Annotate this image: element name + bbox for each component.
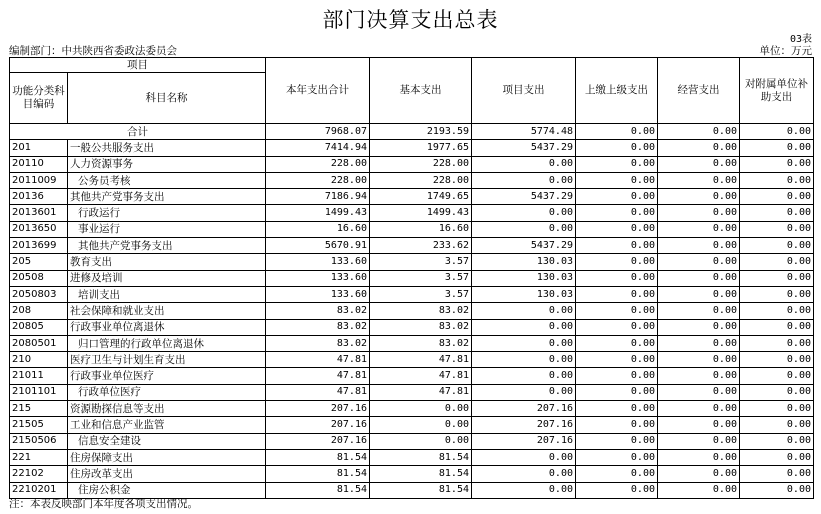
row-value: 0.00	[658, 433, 740, 449]
total-value: 0.00	[576, 124, 658, 140]
table-row	[10, 352, 814, 368]
row-value: 0.00	[658, 172, 740, 188]
row-code: 221	[10, 449, 68, 465]
row-value: 83.02	[370, 335, 472, 351]
row-value: 0.00	[658, 368, 740, 384]
row-value: 0.00	[576, 433, 658, 449]
row-value: 0.00	[370, 433, 472, 449]
row-value: 81.54	[266, 482, 370, 498]
row-value: 0.00	[472, 156, 576, 172]
row-value: 133.60	[266, 286, 370, 302]
row-name: 医疗卫生与计划生育支出	[68, 352, 266, 368]
row-name: 资源勘探信息等支出	[68, 401, 266, 417]
row-value: 0.00	[370, 417, 472, 433]
header-project: 项目支出	[472, 58, 576, 124]
row-value: 207.16	[266, 433, 370, 449]
row-code: 2150506	[10, 433, 68, 449]
row-value: 0.00	[576, 352, 658, 368]
row-code: 21011	[10, 368, 68, 384]
table-row	[10, 270, 814, 286]
row-value: 0.00	[576, 156, 658, 172]
total-value: 5774.48	[472, 124, 576, 140]
row-value: 0.00	[576, 417, 658, 433]
row-value: 228.00	[370, 172, 472, 188]
row-value: 133.60	[266, 270, 370, 286]
table-row	[10, 319, 814, 335]
row-value: 0.00	[576, 205, 658, 221]
row-name: 事业运行	[68, 221, 266, 237]
row-code: 22102	[10, 466, 68, 482]
table-row	[10, 449, 814, 465]
row-value: 83.02	[370, 303, 472, 319]
header-item: 项目	[10, 58, 266, 73]
row-code: 2013650	[10, 221, 68, 237]
row-value: 0.00	[740, 189, 814, 205]
row-value: 0.00	[658, 401, 740, 417]
table-row	[10, 156, 814, 172]
row-name: 培训支出	[68, 286, 266, 302]
row-name: 行政事业单位离退休	[68, 319, 266, 335]
row-value: 233.62	[370, 238, 472, 254]
row-value: 0.00	[740, 205, 814, 221]
row-value: 0.00	[576, 335, 658, 351]
row-code: 2050803	[10, 286, 68, 302]
department-label: 编制部门：中共陕西省委政法委员会	[9, 45, 177, 57]
row-value: 0.00	[740, 384, 814, 400]
row-value: 0.00	[370, 401, 472, 417]
row-value: 0.00	[740, 417, 814, 433]
row-value: 0.00	[472, 352, 576, 368]
row-value: 81.54	[370, 482, 472, 498]
row-value: 0.00	[658, 140, 740, 156]
header-upper: 上缴上级支出	[576, 58, 658, 124]
row-name: 进修及培训	[68, 270, 266, 286]
page-title: 部门决算支出总表	[322, 8, 499, 32]
row-value: 83.02	[266, 303, 370, 319]
row-code: 20805	[10, 319, 68, 335]
row-value: 0.00	[472, 384, 576, 400]
row-value: 0.00	[576, 303, 658, 319]
row-value: 83.02	[266, 335, 370, 351]
row-value: 47.81	[370, 352, 472, 368]
row-value: 207.16	[472, 401, 576, 417]
total-value: 7968.07	[266, 124, 370, 140]
row-value: 228.00	[266, 172, 370, 188]
row-value: 0.00	[576, 140, 658, 156]
row-value: 5437.29	[472, 238, 576, 254]
row-code: 2013699	[10, 238, 68, 254]
row-code: 2013601	[10, 205, 68, 221]
row-value: 0.00	[576, 384, 658, 400]
row-value: 47.81	[266, 384, 370, 400]
table-number: 03表	[789, 34, 812, 45]
row-value: 1499.43	[266, 205, 370, 221]
row-value: 0.00	[576, 189, 658, 205]
row-value: 228.00	[266, 156, 370, 172]
row-value: 81.54	[266, 466, 370, 482]
row-name: 其他共产党事务支出	[68, 189, 266, 205]
row-value: 0.00	[576, 466, 658, 482]
row-name: 行政单位医疗	[68, 384, 266, 400]
row-value: 0.00	[740, 449, 814, 465]
table-row	[10, 254, 814, 270]
row-value: 0.00	[740, 254, 814, 270]
row-value: 0.00	[740, 238, 814, 254]
row-name: 住房公积金	[68, 482, 266, 498]
row-value: 0.00	[658, 189, 740, 205]
row-value: 0.00	[576, 221, 658, 237]
header-code: 功能分类科目编码	[10, 73, 68, 124]
row-code: 20136	[10, 189, 68, 205]
row-value: 0.00	[576, 368, 658, 384]
row-code: 20508	[10, 270, 68, 286]
row-value: 0.00	[472, 449, 576, 465]
row-name: 住房改革支出	[68, 466, 266, 482]
row-value: 0.00	[740, 466, 814, 482]
row-value: 0.00	[658, 417, 740, 433]
row-value: 81.54	[266, 449, 370, 465]
meta-row	[9, 43, 812, 57]
row-name: 归口管理的行政单位离退休	[68, 335, 266, 351]
row-value: 0.00	[658, 270, 740, 286]
row-value: 133.60	[266, 254, 370, 270]
row-code: 208	[10, 303, 68, 319]
total-label: 合计	[10, 124, 266, 140]
row-value: 3.57	[370, 254, 472, 270]
total-row	[10, 124, 814, 140]
table-row	[10, 172, 814, 188]
row-name: 住房保障支出	[68, 449, 266, 465]
row-name: 行政事业单位医疗	[68, 368, 266, 384]
row-value: 0.00	[740, 303, 814, 319]
row-value: 0.00	[740, 401, 814, 417]
header-basic: 基本支出	[370, 58, 472, 124]
total-value: 0.00	[658, 124, 740, 140]
row-value: 0.00	[472, 466, 576, 482]
row-value: 5437.29	[472, 140, 576, 156]
row-value: 0.00	[658, 221, 740, 237]
row-value: 207.16	[472, 433, 576, 449]
table-row	[10, 189, 814, 205]
table-row	[10, 221, 814, 237]
row-value: 0.00	[658, 384, 740, 400]
row-value: 7186.94	[266, 189, 370, 205]
row-value: 0.00	[740, 156, 814, 172]
row-value: 0.00	[658, 156, 740, 172]
row-value: 81.54	[370, 466, 472, 482]
table-row	[10, 335, 814, 351]
row-code: 20110	[10, 156, 68, 172]
table-row	[10, 303, 814, 319]
row-value: 207.16	[472, 417, 576, 433]
row-value: 16.60	[266, 221, 370, 237]
row-value: 130.03	[472, 286, 576, 302]
table-row	[10, 286, 814, 302]
row-value: 0.00	[658, 286, 740, 302]
row-code: 201	[10, 140, 68, 156]
row-name: 其他共产党事务支出	[68, 238, 266, 254]
row-value: 0.00	[658, 319, 740, 335]
header-total: 本年支出合计	[266, 58, 370, 124]
row-value: 0.00	[576, 270, 658, 286]
row-value: 1977.65	[370, 140, 472, 156]
row-name: 公务员考核	[68, 172, 266, 188]
row-value: 5670.91	[266, 238, 370, 254]
row-value: 0.00	[740, 172, 814, 188]
row-name: 一般公共服务支出	[68, 140, 266, 156]
row-value: 1749.65	[370, 189, 472, 205]
row-value: 5437.29	[472, 189, 576, 205]
row-value: 0.00	[658, 449, 740, 465]
row-value: 0.00	[472, 368, 576, 384]
row-value: 0.00	[658, 205, 740, 221]
row-value: 130.03	[472, 270, 576, 286]
row-code: 205	[10, 254, 68, 270]
row-name: 人力资源事务	[68, 156, 266, 172]
row-value: 0.00	[658, 352, 740, 368]
footnote: 注：本表反映部门本年度各项支出情况。	[9, 498, 198, 510]
row-code: 2210201	[10, 482, 68, 498]
row-value: 0.00	[472, 303, 576, 319]
row-value: 0.00	[740, 352, 814, 368]
row-value: 0.00	[740, 319, 814, 335]
table-row	[10, 384, 814, 400]
row-value: 0.00	[576, 254, 658, 270]
row-value: 0.00	[472, 482, 576, 498]
table-row	[10, 238, 814, 254]
expenditure-table	[9, 57, 814, 499]
row-value: 0.00	[576, 449, 658, 465]
row-value: 0.00	[472, 172, 576, 188]
row-name: 行政运行	[68, 205, 266, 221]
table-row	[10, 433, 814, 449]
row-code: 215	[10, 401, 68, 417]
row-value: 3.57	[370, 286, 472, 302]
row-value: 0.00	[740, 433, 814, 449]
total-value: 2193.59	[370, 124, 472, 140]
row-value: 0.00	[472, 335, 576, 351]
row-value: 0.00	[472, 205, 576, 221]
row-name: 信息安全建设	[68, 433, 266, 449]
row-value: 0.00	[472, 221, 576, 237]
row-code: 2080501	[10, 335, 68, 351]
row-name: 工业和信息产业监管	[68, 417, 266, 433]
row-value: 47.81	[266, 352, 370, 368]
row-value: 47.81	[370, 384, 472, 400]
row-value: 0.00	[740, 482, 814, 498]
row-value: 0.00	[658, 335, 740, 351]
row-code: 210	[10, 352, 68, 368]
row-value: 0.00	[658, 254, 740, 270]
row-value: 7414.94	[266, 140, 370, 156]
total-value: 0.00	[740, 124, 814, 140]
header-business: 经营支出	[658, 58, 740, 124]
row-value: 0.00	[740, 286, 814, 302]
row-value: 130.03	[472, 254, 576, 270]
row-value: 83.02	[266, 319, 370, 335]
row-value: 0.00	[576, 482, 658, 498]
row-value: 207.16	[266, 417, 370, 433]
row-value: 0.00	[740, 335, 814, 351]
row-value: 47.81	[266, 368, 370, 384]
row-value: 3.57	[370, 270, 472, 286]
row-value: 0.00	[740, 270, 814, 286]
row-value: 0.00	[576, 401, 658, 417]
row-name: 社会保障和就业支出	[68, 303, 266, 319]
table-row	[10, 401, 814, 417]
row-value: 0.00	[576, 172, 658, 188]
row-code: 21505	[10, 417, 68, 433]
row-value: 0.00	[740, 140, 814, 156]
row-name: 教育支出	[68, 254, 266, 270]
row-value: 0.00	[472, 319, 576, 335]
row-value: 83.02	[370, 319, 472, 335]
row-value: 0.00	[576, 319, 658, 335]
table-row	[10, 466, 814, 482]
row-value: 81.54	[370, 449, 472, 465]
row-value: 0.00	[576, 286, 658, 302]
row-value: 16.60	[370, 221, 472, 237]
table-row	[10, 368, 814, 384]
row-value: 0.00	[740, 368, 814, 384]
row-value: 228.00	[370, 156, 472, 172]
table-row	[10, 140, 814, 156]
row-code: 2101101	[10, 384, 68, 400]
row-value: 207.16	[266, 401, 370, 417]
row-value: 0.00	[576, 238, 658, 254]
row-value: 0.00	[658, 466, 740, 482]
row-value: 0.00	[658, 238, 740, 254]
row-value: 0.00	[740, 221, 814, 237]
row-value: 47.81	[370, 368, 472, 384]
table-row	[10, 417, 814, 433]
row-code: 2011009	[10, 172, 68, 188]
table-body	[10, 124, 814, 499]
row-value: 1499.43	[370, 205, 472, 221]
unit-label: 单位：万元	[759, 45, 812, 57]
row-value: 0.00	[658, 303, 740, 319]
header-subsidy: 对附属单位补助支出	[740, 58, 814, 124]
table-row	[10, 205, 814, 221]
header-name: 科目名称	[68, 73, 266, 124]
row-value: 0.00	[658, 482, 740, 498]
